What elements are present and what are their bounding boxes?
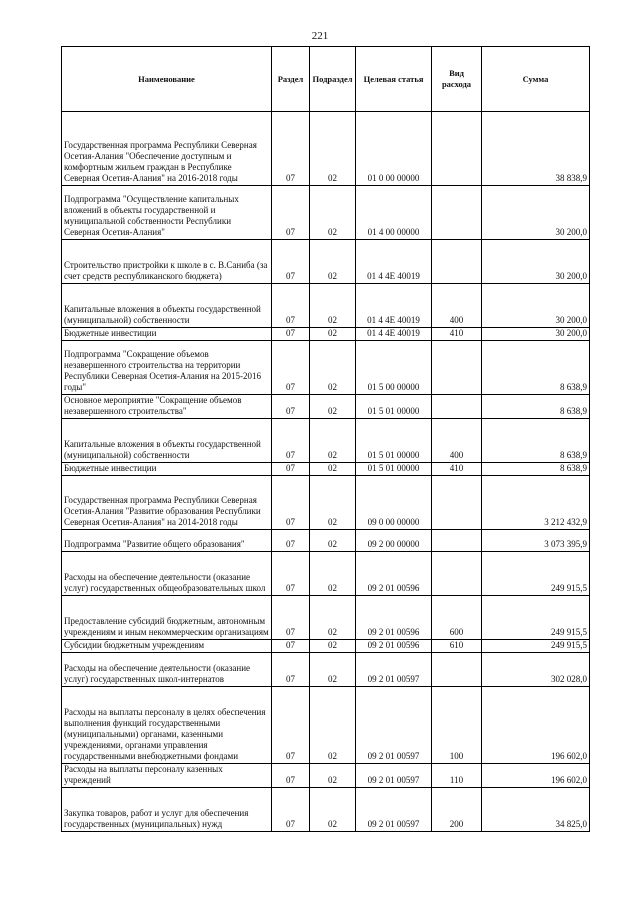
row-subsection: 02 (310, 596, 356, 640)
row-subsection: 02 (310, 687, 356, 764)
row-name: Расходы на выплаты персоналу в целях обеспечения выполнения функций государственными (муниципальными) органами, казенными учреждениями, органами управления государственными внебюджетными фондами (62, 687, 272, 764)
row-subsection: 02 (310, 240, 356, 284)
row-section: 07 (272, 112, 310, 186)
row-sum: 8 638,9 (482, 463, 590, 476)
row-sum: 34 825,0 (482, 788, 590, 832)
table-row (62, 596, 590, 640)
row-sum: 8 638,9 (482, 395, 590, 419)
row-type: 110 (432, 764, 482, 788)
table-row (62, 284, 590, 328)
header-target: Целевая статья (356, 47, 432, 112)
row-target: 01 4 00 00000 (356, 186, 432, 240)
row-target: 09 2 00 00000 (356, 530, 432, 552)
row-type: 600 (432, 596, 482, 640)
row-sum: 30 200,0 (482, 284, 590, 328)
row-name: Расходы на обеспечение деятельности (оказание услуг) государственных школ-интернатов (62, 653, 272, 687)
row-subsection: 02 (310, 112, 356, 186)
row-name: Субсидии бюджетным учреждениям (62, 640, 272, 653)
row-sum: 30 200,0 (482, 240, 590, 284)
row-target: 01 5 00 00000 (356, 341, 432, 395)
row-name: Предоставление субсидий бюджетным, автономным учреждениям и иным некоммерческим организациям (62, 596, 272, 640)
table-header-row (62, 47, 590, 112)
table-row (62, 687, 590, 764)
page-number: 221 (311, 30, 329, 42)
table-row (62, 788, 590, 832)
row-type (432, 186, 482, 240)
row-section: 07 (272, 328, 310, 341)
row-type (432, 653, 482, 687)
row-name: Бюджетные инвестиции (62, 463, 272, 476)
row-sum: 249 915,5 (482, 596, 590, 640)
row-type (432, 552, 482, 596)
row-section: 07 (272, 463, 310, 476)
row-name: Подпрограмма "Осуществление капитальных вложений в объекты государственной и муниципальной собственности Республики Северная Осетия-Алания" (62, 186, 272, 240)
row-sum: 8 638,9 (482, 341, 590, 395)
row-type: 200 (432, 788, 482, 832)
row-sum: 8 638,9 (482, 419, 590, 463)
row-sum: 249 915,5 (482, 640, 590, 653)
row-section: 07 (272, 419, 310, 463)
row-name: Капитальные вложения в объекты государственной (муниципальной) собственности (62, 284, 272, 328)
row-target: 01 5 01 00000 (356, 463, 432, 476)
table-row (62, 112, 590, 186)
row-sum: 38 838,9 (482, 112, 590, 186)
row-name: Расходы на обеспечение деятельности (оказание услуг) государственных общеобразовательных школ (62, 552, 272, 596)
row-target: 01 4 4Е 40019 (356, 240, 432, 284)
row-name: Подпрограмма "Развитие общего образования" (62, 530, 272, 552)
row-sum: 3 073 395,9 (482, 530, 590, 552)
budget-table (61, 46, 590, 832)
table-row (62, 341, 590, 395)
table-row (62, 476, 590, 530)
row-subsection: 02 (310, 476, 356, 530)
row-sum: 302 028,0 (482, 653, 590, 687)
row-section: 07 (272, 395, 310, 419)
table-row (62, 764, 590, 788)
row-target: 09 2 01 00596 (356, 640, 432, 653)
row-type: 610 (432, 640, 482, 653)
header-name: Наименование (62, 47, 272, 112)
row-section: 07 (272, 552, 310, 596)
row-target: 09 2 01 00597 (356, 764, 432, 788)
row-target: 09 2 01 00596 (356, 596, 432, 640)
table-row (62, 328, 590, 341)
row-subsection: 02 (310, 284, 356, 328)
table-row (62, 463, 590, 476)
row-section: 07 (272, 640, 310, 653)
row-sum: 196 602,0 (482, 687, 590, 764)
row-type (432, 476, 482, 530)
row-name: Подпрограмма "Сокращение объемов незавершенного строительства на территории Республики Северная Осетия-Алания на 2015-2016 годы" (62, 341, 272, 395)
row-sum: 196 602,0 (482, 764, 590, 788)
table-row (62, 419, 590, 463)
row-type (432, 240, 482, 284)
row-target: 09 2 01 00597 (356, 653, 432, 687)
row-type (432, 112, 482, 186)
row-subsection: 02 (310, 341, 356, 395)
row-sum: 249 915,5 (482, 552, 590, 596)
table-row (62, 640, 590, 653)
row-section: 07 (272, 186, 310, 240)
row-section: 07 (272, 530, 310, 552)
row-subsection: 02 (310, 653, 356, 687)
row-subsection: 02 (310, 463, 356, 476)
row-subsection: 02 (310, 764, 356, 788)
row-name: Закупка товаров, работ и услуг для обеспечения государственных (муниципальных) нужд (62, 788, 272, 832)
row-name: Государственная программа Республики Северная Осетия-Алания "Развитие образования Республики Северная Осетия-Алания" на 2014-2018 годы (62, 476, 272, 530)
row-section: 07 (272, 653, 310, 687)
row-type: 410 (432, 328, 482, 341)
row-name: Расходы на выплаты персоналу казенных учреждений (62, 764, 272, 788)
row-sum: 30 200,0 (482, 186, 590, 240)
row-subsection: 02 (310, 552, 356, 596)
row-name: Основное мероприятие "Сокращение объемов незавершенного строительства" (62, 395, 272, 419)
row-section: 07 (272, 284, 310, 328)
row-target: 09 0 00 00000 (356, 476, 432, 530)
row-type: 100 (432, 687, 482, 764)
row-type: 400 (432, 419, 482, 463)
table-row (62, 186, 590, 240)
row-section: 07 (272, 476, 310, 530)
row-target: 09 2 01 00597 (356, 788, 432, 832)
row-subsection: 02 (310, 640, 356, 653)
row-section: 07 (272, 341, 310, 395)
row-subsection: 02 (310, 328, 356, 341)
row-type: 410 (432, 463, 482, 476)
row-name: Строительство пристройки к школе в с. В.Саниба (за счет средств республиканского бюджета) (62, 240, 272, 284)
table-row (62, 653, 590, 687)
row-target: 01 4 4Е 40019 (356, 328, 432, 341)
row-section: 07 (272, 764, 310, 788)
row-name: Капитальные вложения в объекты государственной (муниципальной) собственности (62, 419, 272, 463)
row-target: 01 5 01 00000 (356, 395, 432, 419)
row-type: 400 (432, 284, 482, 328)
header-sum: Сумма (482, 47, 590, 112)
row-target: 01 0 00 00000 (356, 112, 432, 186)
row-type (432, 530, 482, 552)
row-subsection: 02 (310, 419, 356, 463)
row-section: 07 (272, 788, 310, 832)
row-target: 09 2 01 00597 (356, 687, 432, 764)
row-name: Бюджетные инвестиции (62, 328, 272, 341)
row-subsection: 02 (310, 788, 356, 832)
row-sum: 30 200,0 (482, 328, 590, 341)
header-type: Вид расхода (432, 47, 482, 112)
row-target: 01 4 4Е 40019 (356, 284, 432, 328)
row-subsection: 02 (310, 530, 356, 552)
header-section: Раздел (272, 47, 310, 112)
row-type (432, 341, 482, 395)
row-sum: 3 212 432,9 (482, 476, 590, 530)
row-section: 07 (272, 240, 310, 284)
header-subsection: Подраздел (310, 47, 356, 112)
row-section: 07 (272, 687, 310, 764)
table-row (62, 530, 590, 552)
row-name: Государственная программа Республики Северная Осетия-Алания "Обеспечение доступным и комфортным жильем граждан в Республике Северная Осетия-Алания" на 2016-2018 годы (62, 112, 272, 186)
row-type (432, 395, 482, 419)
row-subsection: 02 (310, 395, 356, 419)
table-row (62, 552, 590, 596)
row-subsection: 02 (310, 186, 356, 240)
row-target: 09 2 01 00596 (356, 552, 432, 596)
table-row (62, 395, 590, 419)
row-section: 07 (272, 596, 310, 640)
row-target: 01 5 01 00000 (356, 419, 432, 463)
table-row (62, 240, 590, 284)
